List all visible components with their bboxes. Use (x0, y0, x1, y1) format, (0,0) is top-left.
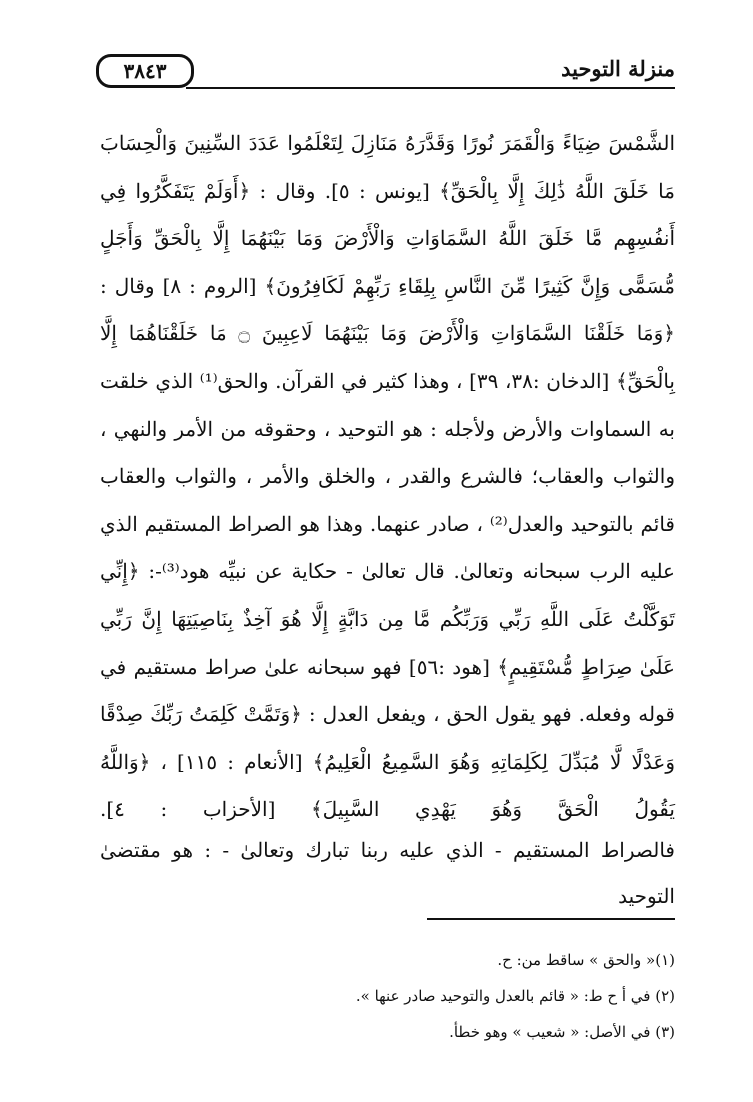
page-header (96, 52, 675, 92)
page-number-badge: ٣٨٤٣ (96, 54, 194, 88)
footnote-divider (427, 918, 675, 920)
footnote-2: (٢) في أ ح ط: « قائم بالعدل والتوحيد صادر عنها ». (355, 987, 675, 1005)
paragraph-1: الشَّمْسَ ضِيَاءً وَالْقَمَرَ نُورًا وَقَدَّرَهُ مَنَازِلَ لِتَعْلَمُوا عَدَدَ السِّنِينَ وَالْحِسَابَ مَا خَلَقَ اللَّهُ ذَٰلِكَ إِلَّا بِالْحَقِّ﴾ [يونس : ٥]. وقال : ﴿أَوَلَمْ يَتَفَكَّرُوا فِي أَنفُسِهِم مَّا خَلَقَ اللَّهُ السَّمَاوَاتِ وَالْأَرْضَ وَمَا بَيْنَهُمَا إِلَّا بِالْحَقِّ وَأَجَلٍ مُّسَمًّى وَإِنَّ كَثِيرًا مِّنَ النَّاسِ بِلِقَاءِ رَبِّهِمْ لَكَافِرُونَ﴾ [الروم : ٨] وقال : ﴿وَمَا خَلَقْنَا السَّمَاوَاتِ وَالْأَرْضَ وَمَا بَيْنَهُمَا لَاعِبِينَ ۝ مَا خَلَقْنَاهُمَا إِلَّا بِالْحَقِّ﴾ [الدخان :٣٨، ٣٩] ، وهذا كثير في القرآن. والحق⁽¹⁾ الذي خلقت به السماوات والأرض ولأجله : هو التوحيد ، وحقوقه من الأمر والنهي ، والثواب والعقاب؛ فالشرع والقدر ، والخلق والأمر ، والثواب والعقاب قائم بالتوحيد والعدل⁽²⁾ ، صادر عنهما. وهذا هو الصراط المستقيم الذي عليه الرب سبحانه وتعالىٰ. قال تعالىٰ - حكاية عن نبيِّه هود⁽³⁾-: ﴿إِنِّي تَوَكَّلْتُ عَلَى اللَّهِ رَبِّي وَرَبِّكُم مَّا مِن دَابَّةٍ إِلَّا هُوَ آخِذٌ بِنَاصِيَتِهَا إِنَّ رَبِّي عَلَىٰ صِرَاطٍ مُّسْتَقِيمٍ﴾ [هود :٥٦] فهو سبحانه علىٰ صراط مستقيم في قوله وفعله. فهو يقول الحق ، ويفعل العدل : ﴿وَتَمَّتْ كَلِمَتُ رَبِّكَ صِدْقًا وَعَدْلًا لَّا مُبَدِّلَ لِكَلِمَاتِهِ وَهُوَ السَّمِيعُ الْعَلِيمُ﴾ [الأنعام : ١١٥] ، ﴿وَاللَّهُ يَقُولُ الْحَقَّ وَهُوَ يَهْدِي السَّبِيلَ﴾ [الأحزاب : ٤]. (100, 131, 676, 822)
running-title: منزلة التوحيد (561, 56, 675, 81)
header-divider (186, 87, 675, 89)
paragraph-2: فالصراط المستقيم - الذي عليه ربنا تبارك وتعالىٰ - : هو مقتضىٰ التوحيد (100, 838, 675, 908)
main-text (100, 120, 675, 834)
footnotes (300, 942, 675, 1050)
footnote-3: (٣) في الأصل: « شعيب » وهو خطأ. (449, 1023, 675, 1041)
footnote-1: (١)« والحق » ساقط من: ح. (497, 951, 675, 969)
